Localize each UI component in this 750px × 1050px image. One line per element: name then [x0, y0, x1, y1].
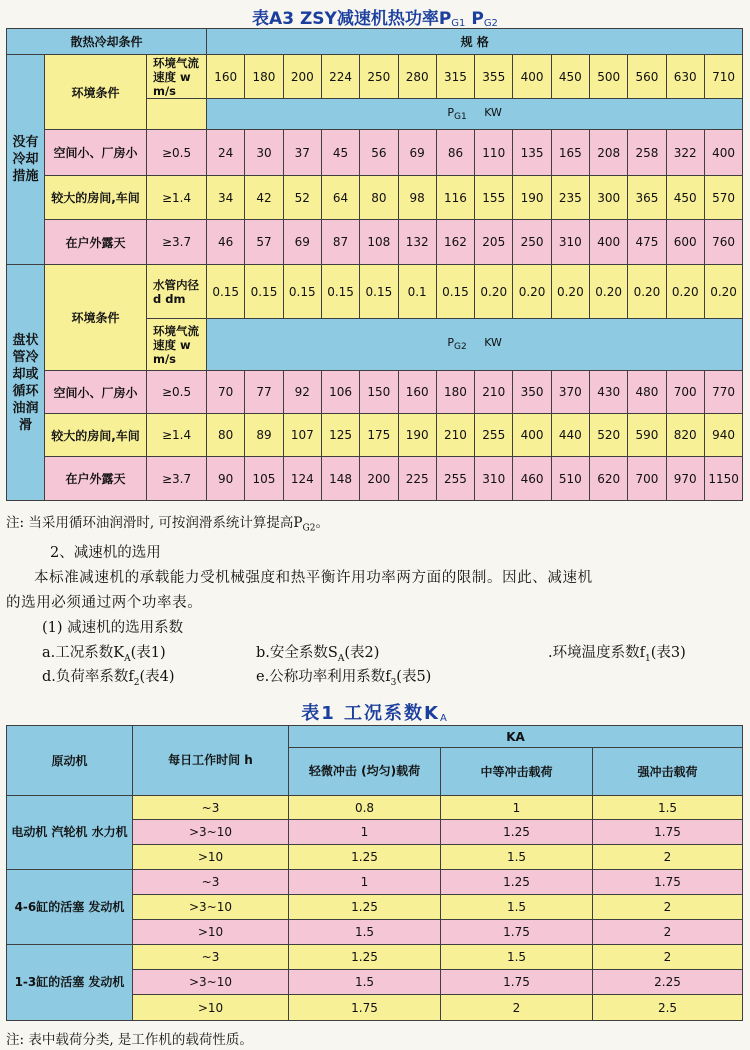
- header-strong-shock: 强冲击载荷: [593, 748, 743, 796]
- value-cell: 1: [289, 870, 441, 895]
- spec-header: 规 格: [207, 29, 743, 55]
- value-cell: 210: [475, 371, 513, 414]
- value-cell: 87: [321, 220, 359, 265]
- hours-cell: >3~10: [133, 970, 289, 995]
- value-cell: 2: [593, 895, 743, 920]
- value-cell: 108: [360, 220, 398, 265]
- table-a3-note: 注: 当采用循环油润滑时, 可按润滑系统计算提高$P_{G2}$。: [6, 515, 329, 534]
- water-cell: 0.15: [321, 265, 359, 319]
- table-1-note: 注: 表中载荷分类, 是工作机的载荷性质。: [6, 1032, 253, 1048]
- value-cell: 57: [245, 220, 283, 265]
- spec-cell: 224: [321, 55, 359, 99]
- value-cell: 210: [436, 414, 474, 457]
- prime-mover-group: 电动机 汽轮机 水力机: [7, 796, 133, 870]
- value-cell: 162: [436, 220, 474, 265]
- value-cell: 0.8: [289, 796, 441, 820]
- paragraph-line-1: 本标准减速机的承载能力受机械强度和热平衡许用功率两方面的限制。因此、减速机: [34, 570, 593, 586]
- value-cell: 160: [398, 371, 436, 414]
- value-cell: 1.5: [441, 945, 593, 970]
- value-cell: 190: [398, 414, 436, 457]
- speed-cell: ≥3.7: [147, 220, 207, 265]
- value-cell: 480: [628, 371, 666, 414]
- prime-mover-group: 4-6缸的活塞 发动机: [7, 870, 133, 945]
- value-cell: 430: [590, 371, 628, 414]
- value-cell: 600: [666, 220, 704, 265]
- speed-cell: ≥3.7: [147, 457, 207, 501]
- value-cell: 125: [321, 414, 359, 457]
- spec-cell: 250: [360, 55, 398, 99]
- air-speed-label: 环境气流速度 w m/s: [147, 55, 207, 99]
- item-e: e.公称功率利用系数$f_3$(表5): [256, 669, 432, 688]
- item-b: b.安全系数$S_A$(表2): [256, 645, 380, 664]
- value-cell: 132: [398, 220, 436, 265]
- value-cell: 350: [513, 371, 551, 414]
- value-cell: 1.75: [441, 970, 593, 995]
- value-cell: 90: [207, 457, 245, 501]
- value-cell: 200: [360, 457, 398, 501]
- pg1-unit-row: $P_{G1}$ KW: [207, 99, 743, 130]
- spec-cell: 710: [704, 55, 742, 99]
- spec-cell: 630: [666, 55, 704, 99]
- speed-cell: ≥0.5: [147, 371, 207, 414]
- condition-cell: 在户外露天: [45, 220, 147, 265]
- water-cell: 0.20: [513, 265, 551, 319]
- value-cell: 970: [666, 457, 704, 501]
- value-cell: 370: [551, 371, 589, 414]
- value-cell: 70: [207, 371, 245, 414]
- value-cell: 225: [398, 457, 436, 501]
- water-cell: 0.20: [551, 265, 589, 319]
- value-cell: 570: [704, 176, 742, 220]
- cooling-header: 散热冷却条件: [7, 29, 207, 55]
- spec-cell: 200: [283, 55, 321, 99]
- value-cell: 760: [704, 220, 742, 265]
- value-cell: 150: [360, 371, 398, 414]
- water-cell: 0.15: [245, 265, 283, 319]
- condition-cell: 较大的房间,车间: [45, 414, 147, 457]
- value-cell: 1.25: [289, 945, 441, 970]
- value-cell: 1.5: [593, 796, 743, 820]
- header-ka: KA: [289, 726, 743, 748]
- value-cell: 475: [628, 220, 666, 265]
- water-cell: 0.20: [704, 265, 742, 319]
- item-a: a.工况系数$K_A$(表1): [42, 645, 166, 664]
- env-condition-label-2: 环境条件: [45, 265, 147, 371]
- section1-label: 没有冷却措施: [7, 55, 45, 265]
- value-cell: 770: [704, 371, 742, 414]
- header-prime-mover: 原动机: [7, 726, 133, 796]
- condition-cell: 在户外露天: [45, 457, 147, 501]
- value-cell: 1.5: [289, 920, 441, 945]
- value-cell: 98: [398, 176, 436, 220]
- water-pipe-label: 水管内径 d dm: [147, 265, 207, 319]
- value-cell: 2.25: [593, 970, 743, 995]
- value-cell: 124: [283, 457, 321, 501]
- spec-cell: 500: [590, 55, 628, 99]
- value-cell: 56: [360, 130, 398, 176]
- value-cell: 250: [513, 220, 551, 265]
- value-cell: 2: [441, 995, 593, 1021]
- water-cell: 0.15: [360, 265, 398, 319]
- value-cell: 69: [398, 130, 436, 176]
- value-cell: 1.75: [289, 995, 441, 1021]
- sub-heading: (1) 减速机的选用系数: [42, 620, 184, 636]
- value-cell: 208: [590, 130, 628, 176]
- header-hours: 每日工作时间 h: [133, 726, 289, 796]
- value-cell: 258: [628, 130, 666, 176]
- hours-cell: >10: [133, 845, 289, 870]
- value-cell: 107: [283, 414, 321, 457]
- value-cell: 1: [289, 820, 441, 845]
- section-heading: 2、减速机的选用: [50, 545, 161, 561]
- value-cell: 1150: [704, 457, 742, 501]
- value-cell: 520: [590, 414, 628, 457]
- value-cell: 148: [321, 457, 359, 501]
- value-cell: 620: [590, 457, 628, 501]
- paragraph-line-2: 的选用必须通过两个功率表。: [6, 595, 203, 611]
- value-cell: 310: [475, 457, 513, 501]
- value-cell: 37: [283, 130, 321, 176]
- value-cell: 86: [436, 130, 474, 176]
- value-cell: 255: [436, 457, 474, 501]
- value-cell: 165: [551, 130, 589, 176]
- spec-cell: 160: [207, 55, 245, 99]
- value-cell: 45: [321, 130, 359, 176]
- value-cell: 700: [666, 371, 704, 414]
- water-cell: 0.1: [398, 265, 436, 319]
- hours-cell: >3~10: [133, 895, 289, 920]
- value-cell: 135: [513, 130, 551, 176]
- value-cell: 92: [283, 371, 321, 414]
- value-cell: 940: [704, 414, 742, 457]
- value-cell: 155: [475, 176, 513, 220]
- speed-cell: ≥1.4: [147, 176, 207, 220]
- value-cell: 180: [436, 371, 474, 414]
- value-cell: 2: [593, 945, 743, 970]
- water-cell: 0.20: [666, 265, 704, 319]
- value-cell: 89: [245, 414, 283, 457]
- water-cell: 0.15: [283, 265, 321, 319]
- water-cell: 0.20: [590, 265, 628, 319]
- value-cell: 1.25: [441, 820, 593, 845]
- value-cell: 400: [590, 220, 628, 265]
- water-cell: 0.15: [436, 265, 474, 319]
- spec-cell: 315: [436, 55, 474, 99]
- value-cell: 450: [666, 176, 704, 220]
- table-a3-title: 表A3 ZSY减速机热功率$P_{G1}$ $P_{G2}$: [252, 9, 498, 29]
- spec-cell: 280: [398, 55, 436, 99]
- value-cell: 205: [475, 220, 513, 265]
- value-cell: 2.5: [593, 995, 743, 1021]
- condition-cell: 较大的房间,车间: [45, 176, 147, 220]
- value-cell: 1.25: [441, 870, 593, 895]
- value-cell: 590: [628, 414, 666, 457]
- value-cell: 1.25: [289, 845, 441, 870]
- water-cell: 0.15: [207, 265, 245, 319]
- spec-cell: 450: [551, 55, 589, 99]
- value-cell: 110: [475, 130, 513, 176]
- value-cell: 235: [551, 176, 589, 220]
- value-cell: 190: [513, 176, 551, 220]
- value-cell: 175: [360, 414, 398, 457]
- item-d: d.负荷率系数$f_2$(表4): [42, 669, 175, 688]
- value-cell: 440: [551, 414, 589, 457]
- hours-cell: ~3: [133, 945, 289, 970]
- hours-cell: >10: [133, 920, 289, 945]
- value-cell: 700: [628, 457, 666, 501]
- value-cell: 34: [207, 176, 245, 220]
- spec-cell: 400: [513, 55, 551, 99]
- water-cell: 0.20: [628, 265, 666, 319]
- value-cell: 400: [704, 130, 742, 176]
- value-cell: 510: [551, 457, 589, 501]
- table-1: [6, 725, 743, 1021]
- value-cell: 2: [593, 845, 743, 870]
- pg2-unit-row: $P_{G2}$ KW: [207, 319, 743, 371]
- table-a3: [6, 28, 743, 501]
- value-cell: 116: [436, 176, 474, 220]
- speed-cell: ≥0.5: [147, 130, 207, 176]
- hours-cell: ~3: [133, 870, 289, 895]
- hours-cell: >10: [133, 995, 289, 1021]
- item-c: .环境温度系数$f_1$(表3): [548, 645, 686, 664]
- air-speed-label-2: 环境气流速度 w m/s: [147, 319, 207, 371]
- value-cell: 42: [245, 176, 283, 220]
- table-1-title: 表1 工况系数$K_A$: [301, 703, 449, 724]
- hours-cell: >3~10: [133, 820, 289, 845]
- header-light-shock: 轻微冲击 (均匀)载荷: [289, 748, 441, 796]
- section2-label: 盘状管冷却或循环油润滑: [7, 265, 45, 501]
- spec-cell: 180: [245, 55, 283, 99]
- value-cell: 77: [245, 371, 283, 414]
- value-cell: 52: [283, 176, 321, 220]
- value-cell: 255: [475, 414, 513, 457]
- value-cell: 400: [513, 414, 551, 457]
- water-cell: 0.20: [475, 265, 513, 319]
- value-cell: 1: [441, 796, 593, 820]
- value-cell: 106: [321, 371, 359, 414]
- value-cell: 80: [360, 176, 398, 220]
- spec-cell: 560: [628, 55, 666, 99]
- value-cell: 310: [551, 220, 589, 265]
- value-cell: 64: [321, 176, 359, 220]
- value-cell: 80: [207, 414, 245, 457]
- value-cell: 46: [207, 220, 245, 265]
- value-cell: 24: [207, 130, 245, 176]
- value-cell: 30: [245, 130, 283, 176]
- condition-cell: 空间小、厂房小: [45, 130, 147, 176]
- value-cell: 1.5: [441, 895, 593, 920]
- value-cell: 820: [666, 414, 704, 457]
- value-cell: 1.5: [441, 845, 593, 870]
- header-medium-shock: 中等冲击载荷: [441, 748, 593, 796]
- env-condition-label: 环境条件: [45, 55, 147, 130]
- value-cell: 105: [245, 457, 283, 501]
- speed-cell: ≥1.4: [147, 414, 207, 457]
- prime-mover-group: 1-3缸的活塞 发动机: [7, 945, 133, 1021]
- value-cell: 365: [628, 176, 666, 220]
- value-cell: 69: [283, 220, 321, 265]
- condition-cell: 空间小、厂房小: [45, 371, 147, 414]
- value-cell: 2: [593, 920, 743, 945]
- hours-cell: ~3: [133, 796, 289, 820]
- value-cell: 300: [590, 176, 628, 220]
- value-cell: 1.75: [441, 920, 593, 945]
- value-cell: 322: [666, 130, 704, 176]
- value-cell: 1.75: [593, 870, 743, 895]
- value-cell: 1.25: [289, 895, 441, 920]
- value-cell: 460: [513, 457, 551, 501]
- value-cell: 1.5: [289, 970, 441, 995]
- spec-cell: 355: [475, 55, 513, 99]
- value-cell: 1.75: [593, 820, 743, 845]
